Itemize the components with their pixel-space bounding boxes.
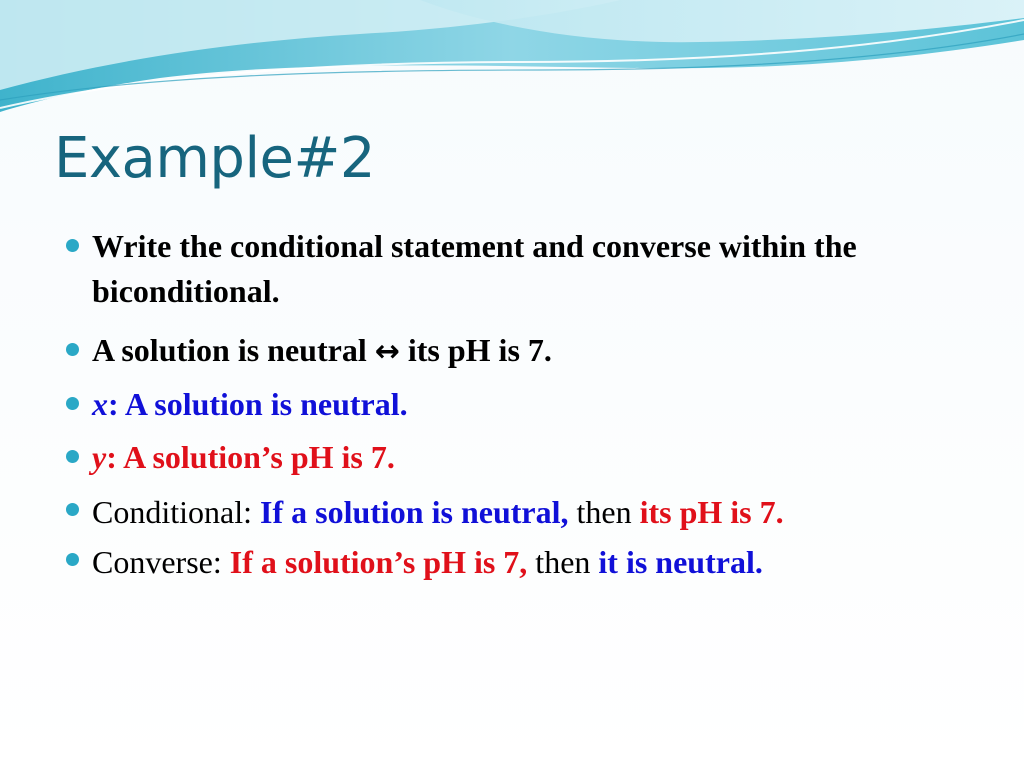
bullet-instruction bbox=[62, 224, 962, 314]
bullet-x-definition bbox=[62, 382, 962, 427]
y-statement: : A solution’s pH is 7. bbox=[106, 439, 395, 475]
converse-label: Converse: bbox=[92, 544, 230, 580]
double-arrow-icon: ↔ bbox=[374, 334, 400, 369]
bullet-converse bbox=[62, 538, 962, 586]
bullet-list bbox=[62, 224, 962, 586]
decorative-wave-header bbox=[0, 0, 1024, 120]
bullet-dot-icon bbox=[66, 553, 79, 566]
conditional-then: then bbox=[568, 494, 640, 530]
converse-then: then bbox=[527, 544, 599, 580]
x-variable: x bbox=[92, 386, 108, 422]
biconditional-left: A solution is neutral bbox=[92, 332, 367, 368]
y-variable: y bbox=[92, 439, 107, 475]
bullet-dot-icon bbox=[66, 503, 79, 516]
bullet-dot-icon bbox=[66, 397, 79, 410]
converse-hypothesis: If a solution’s pH is 7, bbox=[229, 544, 528, 580]
x-statement: : A solution is neutral. bbox=[108, 386, 408, 422]
bullet-dot-icon bbox=[66, 450, 79, 463]
converse-conclusion: it is neutral. bbox=[598, 544, 763, 580]
biconditional-right: its pH is 7. bbox=[407, 332, 552, 368]
conditional-hypothesis: If a solution is neutral, bbox=[260, 494, 569, 530]
conditional-label: Conditional: bbox=[92, 494, 260, 530]
bullet-biconditional bbox=[62, 328, 962, 374]
bullet-dot-icon bbox=[66, 239, 79, 252]
bullet-conditional bbox=[62, 488, 962, 536]
conditional-conclusion: its pH is 7. bbox=[639, 494, 784, 530]
bullet-dot-icon bbox=[66, 343, 79, 356]
instruction-text: Write the conditional statement and converse within the biconditional. bbox=[92, 228, 857, 309]
slide-title: Example#2 bbox=[54, 126, 375, 191]
bullet-y-definition bbox=[62, 435, 962, 480]
